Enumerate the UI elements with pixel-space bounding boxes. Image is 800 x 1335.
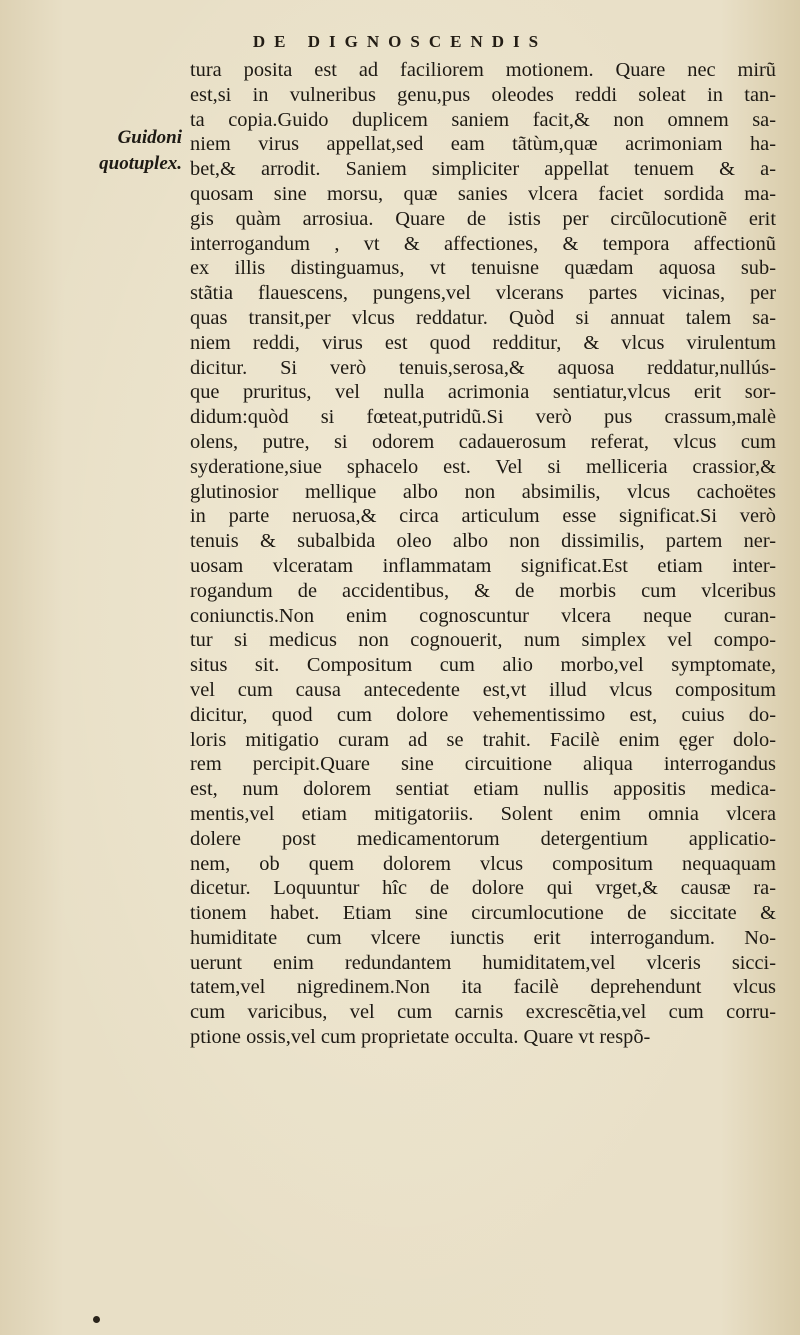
text-line: interrogandum , vt & affectiones, & tempora affectionũ (190, 232, 776, 255)
text-line: tenuis & subalbida oleo albo non dissimilis, partem ner- (190, 530, 776, 553)
text-line: situs sit. Compositum cum alio morbo,vel symptomate, (190, 654, 776, 677)
text-line: loris mitigatio curam ad se trahit. Facilè enim ęger dolo- (190, 728, 776, 751)
text-line: rem percipit.Quare sine circuitione aliqua interrogandus (190, 753, 776, 776)
text-line: que pruritus, vel nulla acrimonia sentiatur,vlcus erit sor- (190, 381, 776, 404)
text-line: uosam vlceratam inflammatam significat.Est etiam inter- (190, 554, 776, 577)
text-line: rogandum de accidentibus, & de morbis cum vlceribus (190, 579, 776, 602)
body-text (190, 58, 776, 1050)
text-line: est, num dolorem sentiat etiam nullis appositis medica- (190, 778, 776, 801)
text-line: stãtia flauescens, pungens,vel vlcerans partes vicinas, per (190, 282, 776, 305)
text-line: nem, ob quem dolorem vlcus compositum nequaquam (190, 852, 776, 875)
text-line: glutinosior mellique albo non absimilis, vlcus cachoëtes (190, 480, 776, 503)
text-line: est,si in vulneribus genu,pus oleodes reddi soleat in tan- (190, 83, 776, 106)
ink-speck (93, 1316, 100, 1323)
text-line: quas transit,per vlcus reddatur. Quòd si annuat talem sa- (190, 306, 776, 329)
text-line: didum:quòd si fœteat,putridũ.Si verò pus crassum,malè (190, 406, 776, 429)
text-line: bet,& arrodit. Saniem simpliciter appellat tenuem & a- (190, 158, 776, 181)
text-line: uerunt enim redundantem humiditatem,vel vlceris sicci- (190, 951, 776, 974)
text-line: cum varicibus, vel cum carnis excrescẽtia,vel cum corru- (190, 1001, 776, 1024)
text-line: tionem habet. Etiam sine circumlocutione de siccitate & (190, 902, 776, 925)
text-line: vel cum causa antecedente est,vt illud vlcus compositum (190, 678, 776, 701)
text-line: humiditate cum vlcere iunctis erit interrogandum. No- (190, 926, 776, 949)
text-line: gis quàm arrosiua. Quare de istis per circũlocutionẽ erit (190, 207, 776, 230)
text-line: tur si medicus non cognouerit, num simplex vel compo- (190, 629, 776, 652)
margin-note-line: quotuplex. (99, 153, 182, 174)
text-line: in parte neruosa,& circa articulum esse significat.Si verò (190, 505, 776, 528)
text-line: dolere post medicamentorum detergentium applicatio- (190, 827, 776, 850)
text-line: syderatione,siue sphacelo est. Vel si melliceria crassior,& (190, 455, 776, 478)
text-line: quosam sine morsu, quæ sanies vlcera faciet sordida ma- (190, 182, 776, 205)
text-line: ptione ossis,vel cum proprietate occulta. Quare vt respõ- (190, 1026, 651, 1049)
text-line: dicitur. Si verò tenuis,serosa,& aquosa reddatur,nullús- (190, 356, 776, 379)
text-line: tura posita est ad faciliorem motionem. Quare nec mirũ (190, 59, 776, 81)
text-line: coniunctis.Non enim cognoscuntur vlcera neque curan- (190, 604, 776, 627)
text-line: olens, putre, si odorem cadauerosum referat, vlcus cum (190, 430, 776, 453)
text-line: dicetur. Loquuntur hîc de dolore qui vrget,& causæ ra- (190, 877, 776, 900)
text-line: ta copia.Guido duplicem saniem facit,& non omnem sa- (190, 108, 776, 131)
text-line: niem virus appellat,sed eam tãtùm,quæ acrimoniam ha- (190, 133, 776, 156)
text-line: ex illis distinguamus, vt tenuisne quædam aquosa sub- (190, 257, 776, 280)
text-line: mentis,vel etiam mitigatoriis. Solent enim omnia vlcera (190, 802, 776, 825)
text-line: dicitur, quod cum dolore vehementissimo est, cuius do- (190, 703, 776, 726)
text-line: niem reddi, virus est quod redditur, & vlcus virulentum (190, 331, 776, 354)
margin-note-line: Guidoni (117, 127, 182, 148)
margin-note (70, 125, 182, 177)
text-line: tatem,vel nigredinem.Non ita facilè deprehendunt vlcus (190, 976, 776, 999)
running-head: DE DIGNOSCENDIS (252, 32, 548, 51)
